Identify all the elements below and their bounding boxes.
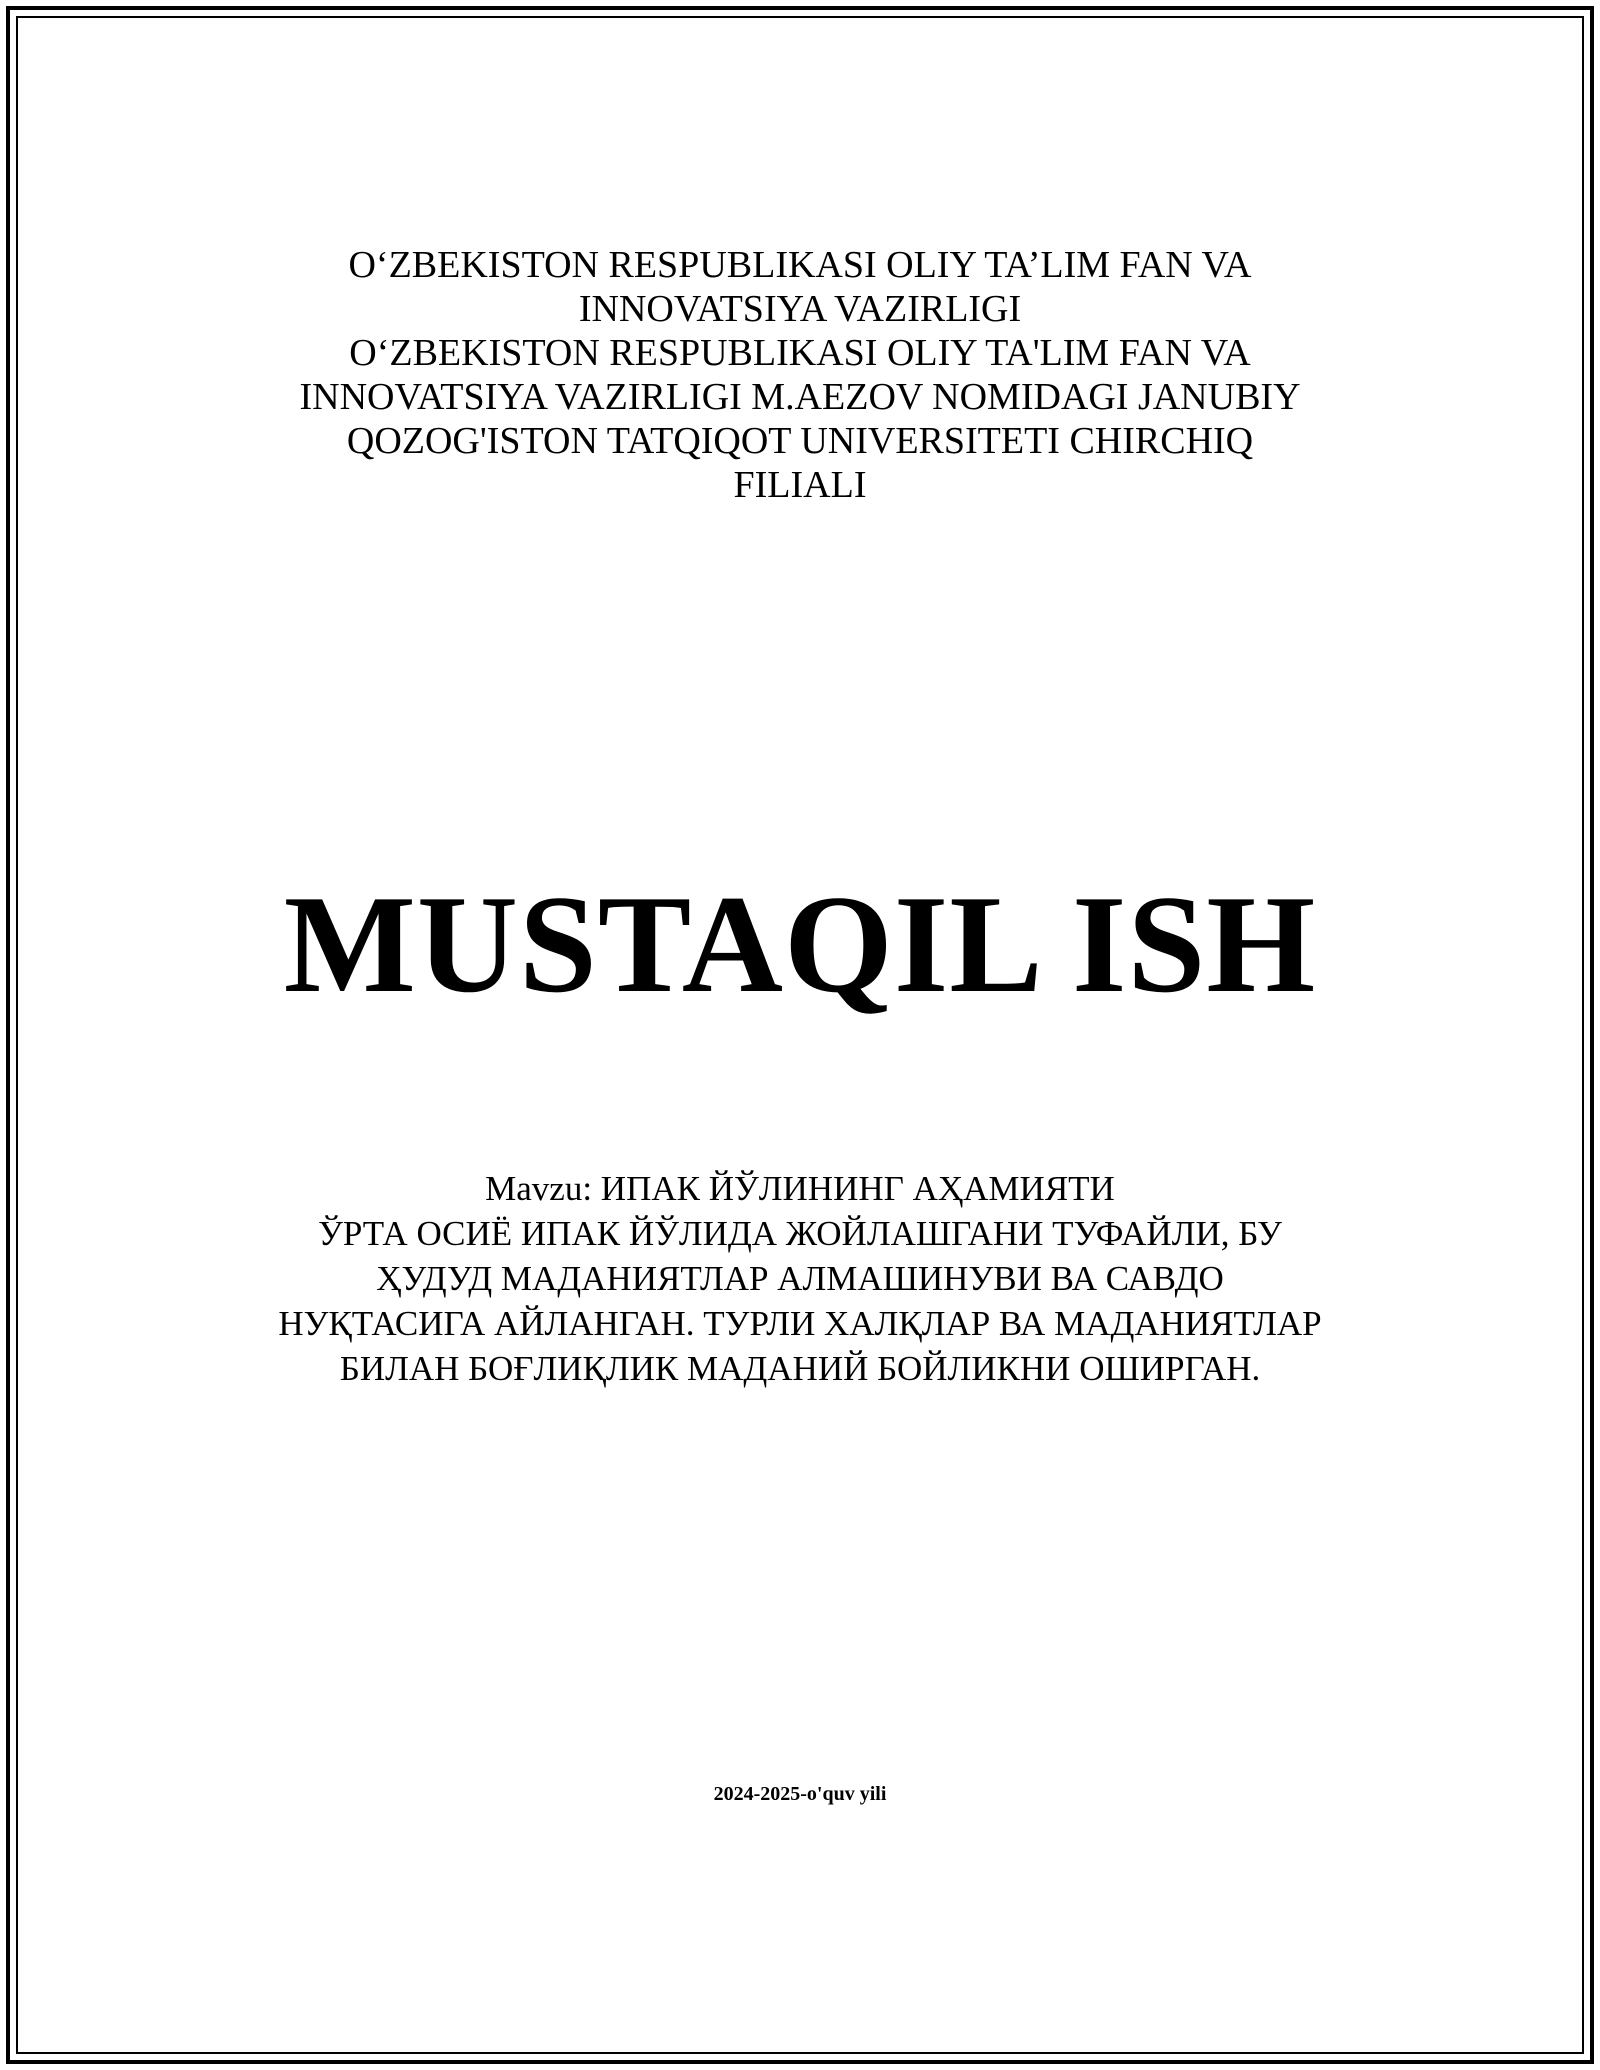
header-line: QOZOG'ISTON TATQIQOT UNIVERSITETI CHIRCHIQ [346,420,1254,462]
header-line: INNOVATSIYA VAZIRLIGI M.AEZOV NOMIDAGI JANUBIY [299,376,1301,418]
academic-year: 2024-2025-o'quv yili [713,1783,887,1805]
topic-line: ЎРТА ОСИЁ ИПАК ЙЎЛИДА ЖОЙЛАШГАНИ ТУФАЙЛИ, БУ [318,1214,1282,1253]
ministry-header [200,243,1400,507]
topic-line: ҲУДУД МАДАНИЯТЛАР АЛМАШИНУВИ ВА САВДО [376,1259,1224,1298]
topic-line: БИЛАН БОҒЛИҚЛИК МАДАНИЙ БОЙЛИКНИ ОШИРГАН. [339,1349,1261,1388]
header-line: O‘ZBEKISTON RESPUBLIKASI OLIY TA'LIM FAN VA [349,332,1251,374]
topic-line: Mavzu: ИПАК ЙЎЛИНИНГ АҲАМИЯТИ [485,1169,1115,1208]
document-title: MUSTAQIL ISH [283,867,1317,1022]
header-line: FILIALI [733,464,867,506]
header-line: O‘ZBEKISTON RESPUBLIKASI OLIY TA’LIM FAN VA [348,244,1252,286]
topic-line: НУҚТАСИГА АЙЛАНГАН. ТУРЛИ ХАЛҚЛАР ВА МАДАНИЯТЛАР [278,1304,1322,1343]
topic-block [200,1166,1400,1391]
header-line: INNOVATSIYA VAZIRLIGI [578,288,1022,330]
